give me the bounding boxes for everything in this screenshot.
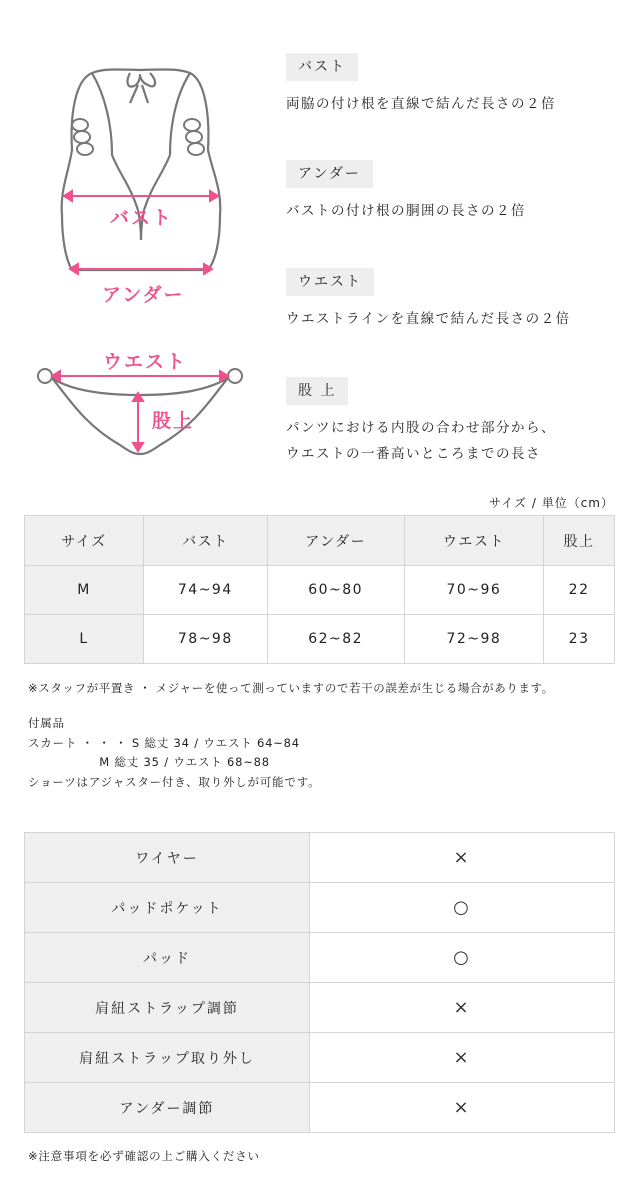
illustration-label-under: アンダー (102, 284, 185, 306)
illustration-label-bust: バスト (110, 207, 174, 229)
feature-value: × (310, 1083, 615, 1133)
desc-text-waist: ウエストラインを直線で結んだ長さの２倍 (286, 311, 571, 327)
size-label-cell: M (25, 566, 144, 615)
feature-value: × (310, 1033, 615, 1083)
table-cell: 74~94 (144, 566, 268, 615)
desc-text-rise (286, 415, 556, 467)
table-cell: 23 (544, 615, 615, 664)
table-row (25, 615, 615, 664)
feature-value: ○ (310, 883, 615, 933)
feature-value: × (310, 983, 615, 1033)
features-table (24, 832, 615, 1133)
desc-tag-under: アンダー (286, 160, 373, 188)
desc-text-rise-line2: ウエストの一番高いところまでの長さ (286, 446, 541, 462)
size-header-cell: サイズ (25, 516, 144, 566)
table-row (25, 1033, 615, 1083)
size-header-cell: 股上 (544, 516, 615, 566)
measurement-note: ※スタッフが平置き ・ メジャーを使って測っていますので若干の誤差が生じる場合があります。 (28, 681, 554, 695)
desc-waist (286, 268, 571, 332)
desc-bust (286, 53, 556, 117)
feature-name: パッドポケット (25, 883, 310, 933)
table-cell: 78~98 (144, 615, 268, 664)
feature-name: ワイヤー (25, 833, 310, 883)
bikini-top-illustration (30, 55, 240, 305)
feature-name: 肩紐ストラップ調節 (25, 983, 310, 1033)
desc-tag-waist: ウエスト (286, 268, 374, 296)
desc-tag-rise: 股 上 (286, 377, 348, 405)
feature-name: アンダー調節 (25, 1083, 310, 1133)
table-cell: 22 (544, 566, 615, 615)
illustration-label-rise: 股上 (152, 410, 195, 432)
table-row (25, 833, 615, 883)
table-cell: 60~80 (267, 566, 404, 615)
desc-under (286, 160, 526, 224)
table-row (25, 933, 615, 983)
table-cell: 62~82 (267, 615, 404, 664)
feature-name: 肩紐ストラップ取り外し (25, 1033, 310, 1083)
desc-text-rise-line1: パンツにおける内股の合わせ部分から、 (286, 420, 556, 436)
size-header-cell: アンダー (267, 516, 404, 566)
desc-tag-bust: バスト (286, 53, 358, 81)
table-row (25, 883, 615, 933)
size-table-header-row (25, 516, 615, 566)
table-cell: 70~96 (404, 566, 543, 615)
feature-value: × (310, 833, 615, 883)
accessories-line: ショーツはアジャスター付き、取り外しが可能です。 (28, 774, 321, 789)
table-row (25, 1083, 615, 1133)
size-header-cell: バスト (144, 516, 268, 566)
accessories-title: 付属品 (28, 716, 65, 730)
accessories-line: スカート ・ ・ ・ S 総丈 34 / ウエスト 64~84 (28, 735, 300, 750)
desc-rise (286, 377, 556, 467)
table-row (25, 566, 615, 615)
unit-note: サイズ / 単位（cm） (489, 496, 614, 510)
table-cell: 72~98 (404, 615, 543, 664)
size-table (24, 515, 615, 664)
table-row (25, 983, 615, 1033)
size-header-cell: ウエスト (404, 516, 543, 566)
illustration-label-waist: ウエスト (103, 351, 188, 373)
accessories-line: M 総丈 35 / ウエスト 68~88 (28, 755, 270, 769)
feature-name: パッド (25, 933, 310, 983)
desc-text-bust: 両脇の付け根を直線で結んだ長さの２倍 (286, 96, 556, 112)
size-label-cell: L (25, 615, 144, 664)
accessories-section (28, 714, 320, 792)
feature-value: ○ (310, 933, 615, 983)
purchase-note: ※注意事項を必ず確認の上ご購入ください (28, 1149, 260, 1163)
desc-text-under: バストの付け根の胴囲の長さの２倍 (286, 203, 526, 219)
